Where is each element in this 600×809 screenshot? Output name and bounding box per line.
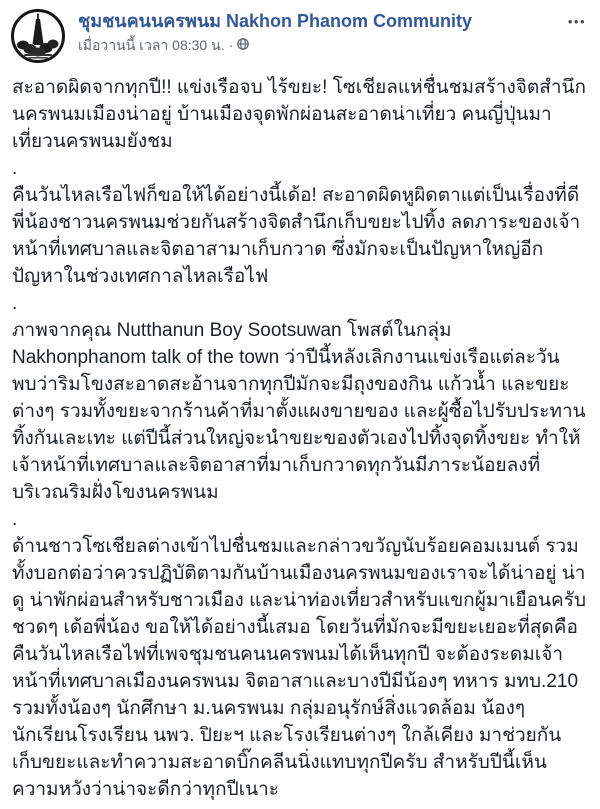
post-header	[0, 0, 600, 70]
paragraph-separator-dot: .	[12, 158, 18, 179]
post-body	[0, 70, 600, 809]
post-paragraph: คืนวันไหลเรือไฟก็ขอให้ได้อย่างนี้เด้อ! สะอาดผิดหูผิดตาแต่เป็นเรื่องที่ดี พี่น้องชาวนครพนมช่วยกันสร้างจิตสำนึกเก็บขยะไปทิ้ง ลดภาระของเจ้าหน้าที่เทศบาลและจิตอาสามาเก็บกวาด ซึ่งมักจะเป็นปัญหาใหญ่อีกปัญหาในช่วงเทศกาลไหลเรือไฟ	[12, 185, 585, 287]
pagoda-logo-icon	[10, 51, 66, 68]
page-name-link[interactable]: ชุมชนคนนครพนม Nakhon Phanom Community	[78, 11, 473, 31]
post-header-info	[66, 8, 566, 55]
paragraph-separator-dot: .	[12, 293, 18, 314]
post-paragraph: ภาพจากคุณ Nutthanun Boy Sootsuwan โพสต์ในกลุ่ม Nakhonphanom talk of the town ว่าปีนี้หลังเลิกงานแข่งเรือแต่ละวัน พบว่าริมโขงสะอาดสะอ้านจากทุกปีมักจะมีถุงของกิน แก้วน้ำ และขยะต่างๆ รวมทั้งขยะจากร้านค้าที่มาตั้งแผงขายของ และผู้ซื้อไปรับประทานทิ้งกันเละเทะ แต่ปีนี้ส่วนใหญ่จะนำขยะของตัวเองไปทิ้งจุดทิ้งขยะ ทำให้เจ้าหน้าที่เทศบาลและจิตอาสาที่มาเก็บกวาดทุกวันมีภาระน้อยลงที่บริเวณริมฝั่งโขงนครพนม	[12, 320, 586, 503]
timestamp[interactable]: เมื่อวานนี้ เวลา 08:30 น.	[78, 36, 225, 53]
paragraph-separator-dot: .	[12, 509, 18, 530]
post-paragraph: ด้านชาวโซเชียลต่างเข้าไปชื่นชมและกล่าวขวัญนับร้อยคอมเมนต์ รวมทั้งบอกต่อว่าควรปฏิบัติตามกันบ้านเมืองนครพนมของเราจะได้น่าอยู่ น่าดู น่าพักผ่อนสำหรับชาวเมือง และน่าท่องเที่ยวสำหรับแขกผู้มาเยือนครับ ชวดๆ เด้อพี่น้อง ขอให้ได้อย่างนี้เสมอ โดยวันที่มักจะมีขยะเยอะที่สุดคือคืนวันไหลเรือไฟที่เพจชุมชนคนนครพนมได้เห็นทุกปี จะต้องระดมเจ้าหน้าที่เทศบาลเมืองนครพนม จิตอาสาและบางปีมีน้องๆ ทหาร มทบ.210 รวมทั้งน้องๆ นักศึกษา ม.นครพนม กลุ่มอนุรักษ์สิ่งแวดล้อม น้องๆ นักเรียนโรงเรียน นพว. ปิยะฯ และโรงเรียนต่างๆ ใกล้เคียง มาช่วยกันเก็บขยะและทำความสะอาดบิ๊กคลีนนิ่งแทบทุกปีครับ สำหรับปีนี้เห็นความหวังว่าน่าจะดีกว่าทุกปีเนาะ	[12, 536, 592, 800]
post-meta	[78, 35, 566, 55]
ellipsis-icon: •••	[567, 14, 586, 29]
avatar[interactable]	[10, 8, 66, 64]
globe-privacy-icon	[237, 36, 249, 55]
meta-separator: ·	[228, 36, 234, 53]
post-paragraph: สะอาดผิดจากทุกปี!! แข่งเรือจบ ไร้ขยะ! โซเชียลแห่ชื่นชมสร้างจิตสำนึกนครพนมเมืองน่าอยู่ บ้านเมืองจุดพักผ่อนสะอาดน่าเที่ยว คนญี่ปุ่นมาเที่ยวนครพนมยังชม	[12, 77, 586, 152]
more-options-button[interactable]	[566, 8, 588, 36]
